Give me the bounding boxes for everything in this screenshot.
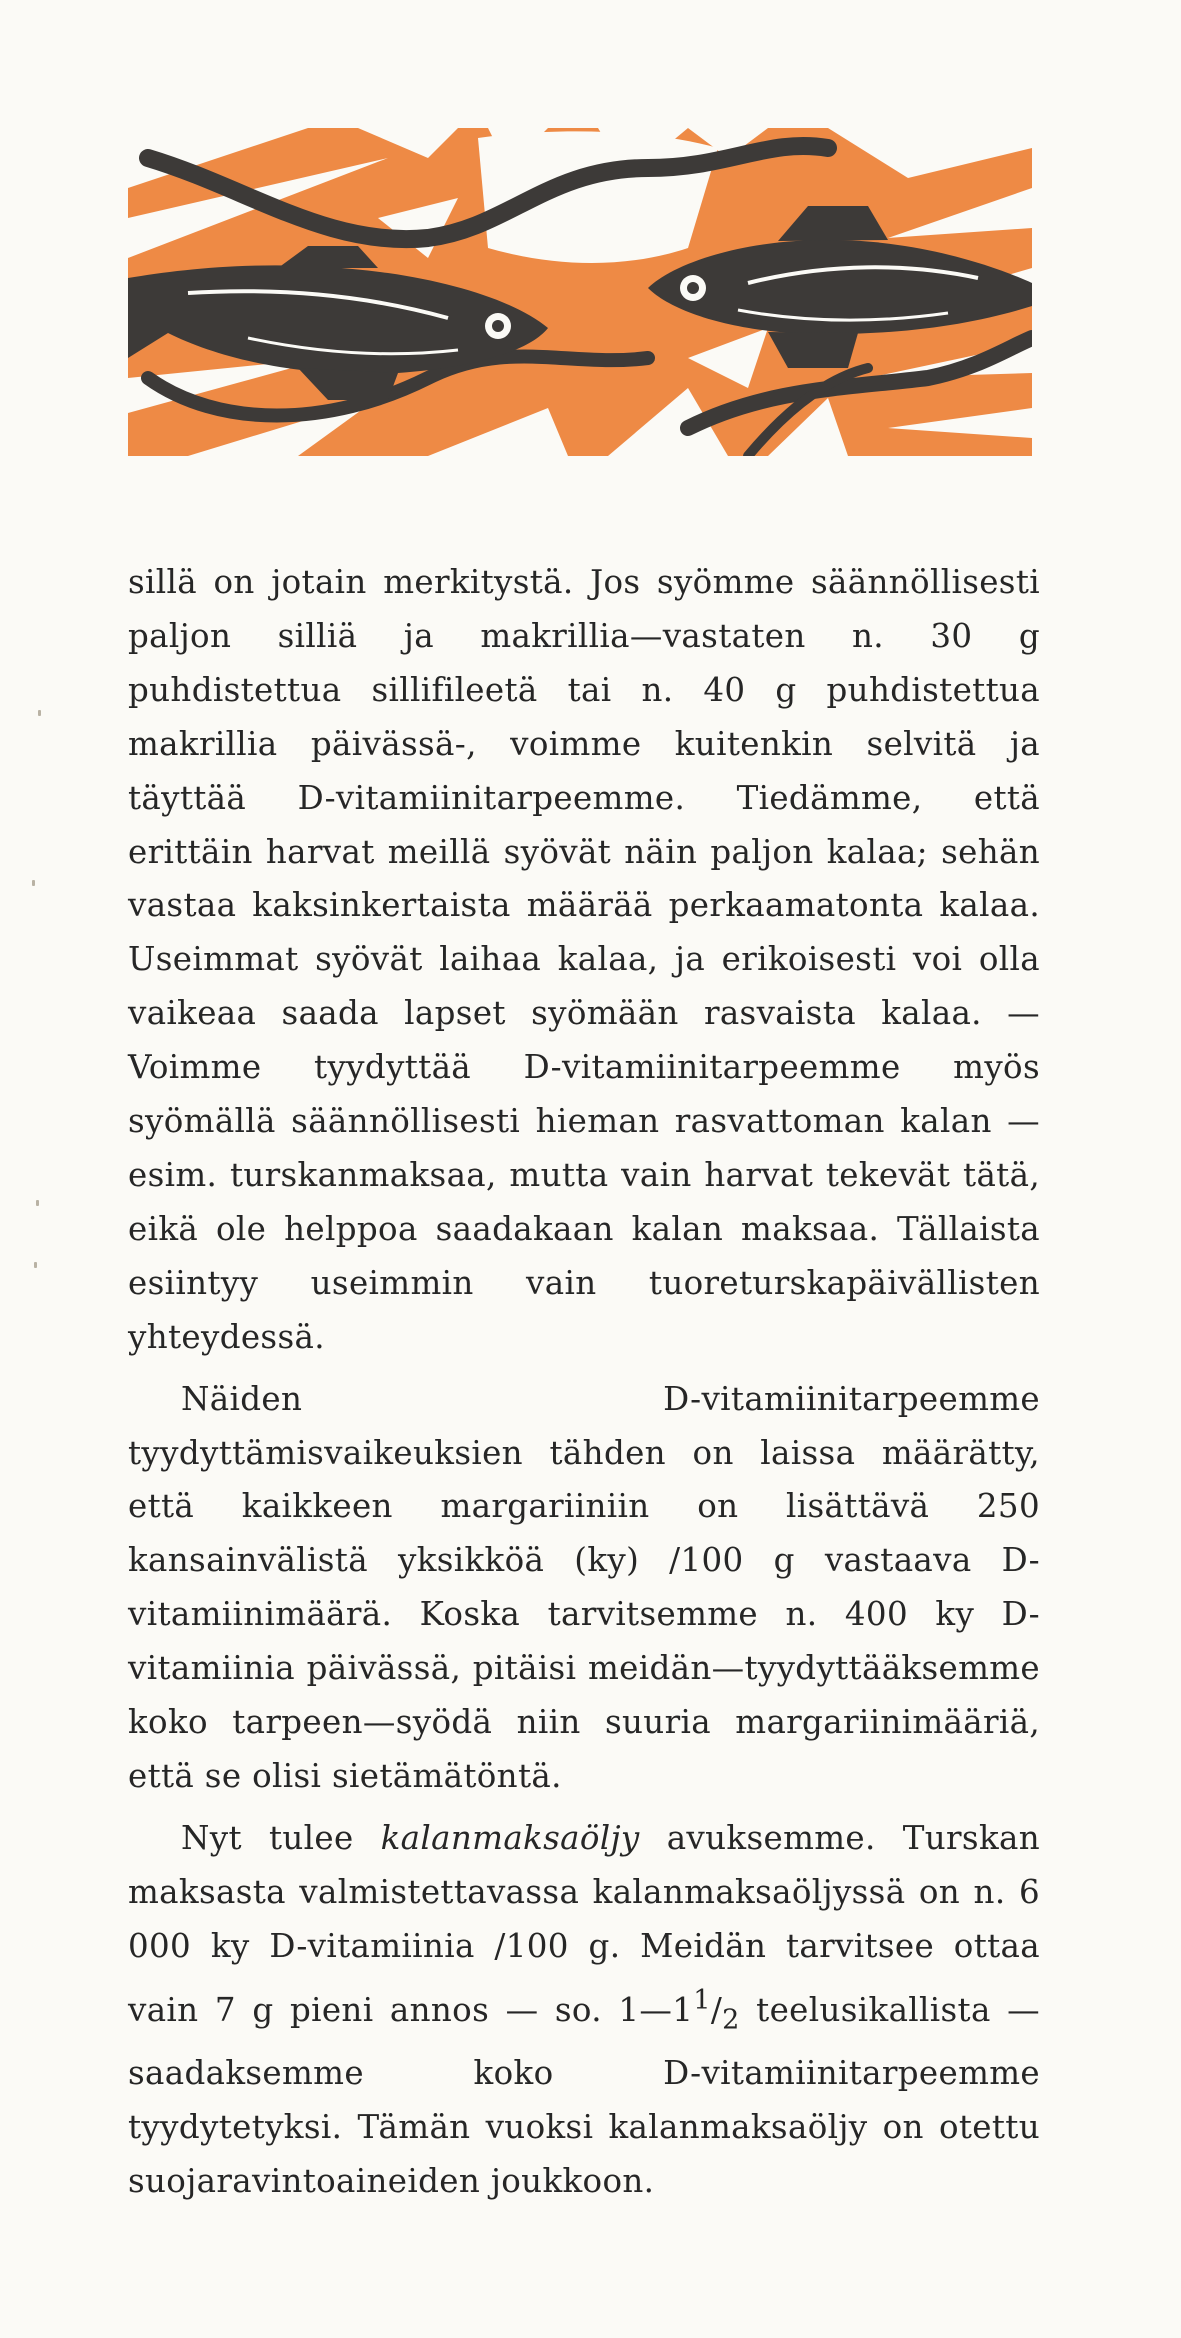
paragraph-2: Näiden D-vitamiinitarpeemme tyydyttämisvaikeuksien tähden on laissa määrätty, että kaikkeen margariiniin on lisättävä 250 kansainvälistä yksikköä (ky) /100 g vastaava D-vitamiinimäärä. Koska tarvitsemme n. 400 ky D-vitamiinia päivässä, pitäisi meidän—tyydyttääksemme koko tarpeen—syödä niin suuria margariinimääriä, että se olisi sietämätöntä.: [128, 1379, 1040, 1795]
paper-band: [478, 131, 718, 263]
fish-woodcut-svg: [128, 128, 1032, 456]
fraction-numerator: 1: [693, 1984, 711, 2016]
fraction-denominator: 2: [722, 2003, 740, 2035]
paragraph-3-text-mid: avuksemme. Turskan maksasta valmistettavassa kalanmaksaöljyssä on n. 6 000 ky D-vitamiinia /100 g. Meidän tarvitsee ottaa vain 7 g pieni annos — so. 1—1: [128, 1818, 1040, 2029]
margin-speck: [38, 710, 41, 716]
margin-speck: [32, 880, 35, 886]
margin-speck: [34, 1262, 37, 1268]
fish-illustration: [128, 128, 1032, 456]
paragraph-3-text-before: Nyt tulee: [181, 1818, 381, 1857]
paragraph-1: sillä on jotain merkitystä. Jos syömme säännöllisesti paljon silliä ja makrillia—vastaten n. 30 g puhdistettua sillifileetä tai n. 40 g puhdistettua makrillia päivässä-, voimme kuitenkin selvitä ja täyttää D-vitamiinitarpeemme. Tiedämme, että erittäin harvat meillä syövät näin paljon kalaa; sehän vastaa kaksinkertaista määrää perkaamatonta kalaa. Useimmat syövät laihaa kalaa, ja erikoisesti voi olla vaikeaa saada lapset syömään rasvaista kalaa. — Voimme tyydyttää D-vitamiinitarpeemme myös syömällä säännöllisesti hieman rasvattoman kalan — esim. turskanmaksaa, mutta vain harvat tekevät tätä, eikä ole helppoa saadakaan kalan maksaa. Tällaista esiintyy useimmin vain tuoreturskapäivällisten yhteydessä.: [128, 563, 1040, 1356]
paragraph-3: [128, 1812, 1040, 2209]
fraction-slash: /: [710, 1990, 723, 2029]
body-text: [128, 556, 1040, 2209]
paragraph-3-text-after: teelusikallista — saadaksemme koko D-vitamiinitarpeemme tyydytetyksi. Tämän vuoksi kalanmaksaöljy on otettu suojaravintoaineiden joukkoon.: [128, 1990, 1040, 2200]
margin-speck: [36, 1200, 39, 1206]
emphasis-kalanmaksaoljy: kalanmaksaöljy: [380, 1818, 640, 1857]
